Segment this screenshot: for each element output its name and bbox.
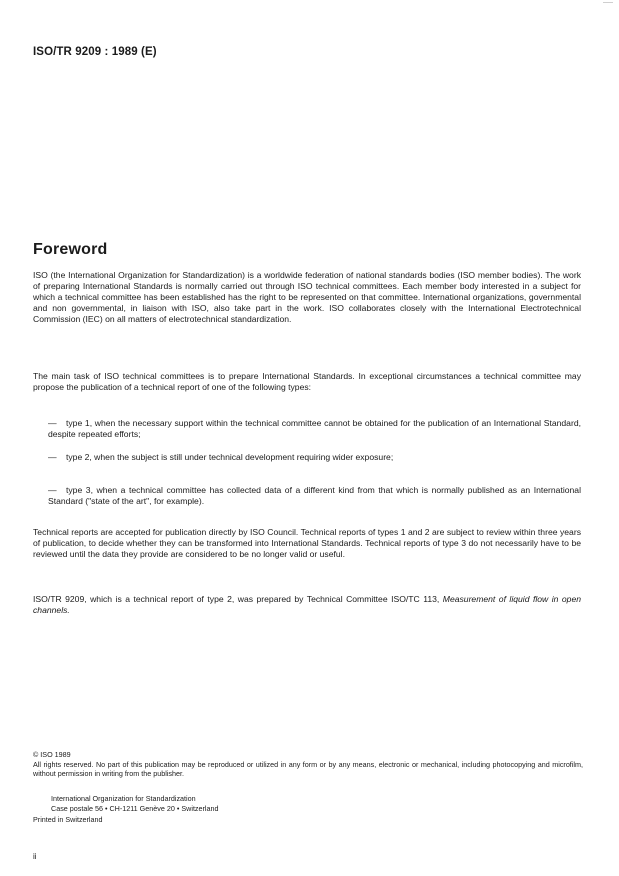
list-item	[48, 418, 581, 440]
list-dash: —	[48, 452, 57, 462]
section-title: Foreword	[33, 241, 108, 258]
list-item-text: type 2, when the subject is still under technical development requiring wider exposure;	[66, 452, 394, 462]
committee-title: Measurement of liquid flow in open channels.	[33, 594, 581, 616]
list-item	[48, 485, 581, 507]
list-item	[48, 452, 581, 463]
document-designation: ISO/TR 9209 : 1989 (E)	[33, 46, 157, 58]
copyright-block	[33, 750, 583, 779]
list-dash: —	[48, 418, 57, 428]
list-dash: —	[48, 485, 57, 495]
printed-in: Printed in Switzerland	[33, 815, 103, 824]
organization-name: International Organization for Standardization	[51, 794, 196, 803]
paragraph-iso-intro: ISO (the International Organization for Standardization) is a worldwide federation of national standards bodies (ISO member bodies). The work of preparing International Standards is normally carried out through ISO technical committees. Each member body interested in a subject for which a technical committee has been established has the right to be represented on that committee. International organizations, governmental and non governmental, in liaison with ISO, also take part in the work. ISO collaborates closely with the International Electrotechnical Commission (IEC) on all matters of electrotechnical standardization.	[33, 270, 581, 325]
preparation-text: ISO/TR 9209, which is a technical report of type 2, was prepared by Technical Committee ISO/TC 113,	[33, 594, 440, 604]
paragraph-technical-reports: Technical reports are accepted for publication directly by ISO Council. Technical reports of types 1 and 2 are subject to review within three years of publication, to decide whether they can be transformed into International Standards. Technical reports of type 3 do not necessarily have to be reviewed until the data they provide are considered to be no longer valid or useful.	[33, 527, 581, 560]
scan-corner-mark	[603, 2, 613, 3]
copyright-notice: © ISO 1989	[33, 750, 71, 759]
organization-postal-address: Case postale 56 • CH-1211 Genève 20 • Switzerland	[51, 803, 219, 813]
list-item-text: type 1, when the necessary support within the technical committee cannot be obtained for the publication of an International Standard, despite repeated efforts;	[48, 418, 581, 440]
list-item-text: type 3, when a technical committee has collected data of a different kind from that which is normally published as an International Standard ("state of the art", for example).	[48, 485, 581, 507]
paragraph-main-task: The main task of ISO technical committees is to prepare International Standards. In exceptional circumstances a technical committee may propose the publication of a technical report of one of the following types:	[33, 371, 581, 393]
copyright-rights: All rights reserved. No part of this publication may be reproduced or utilized in any form or by any means, electronic or mechanical, including photocopying and microfilm, without permission in writing from the publisher.	[33, 759, 583, 778]
paragraph-preparation	[33, 594, 581, 616]
organization-address	[51, 794, 219, 813]
page-number: ii	[33, 852, 37, 861]
